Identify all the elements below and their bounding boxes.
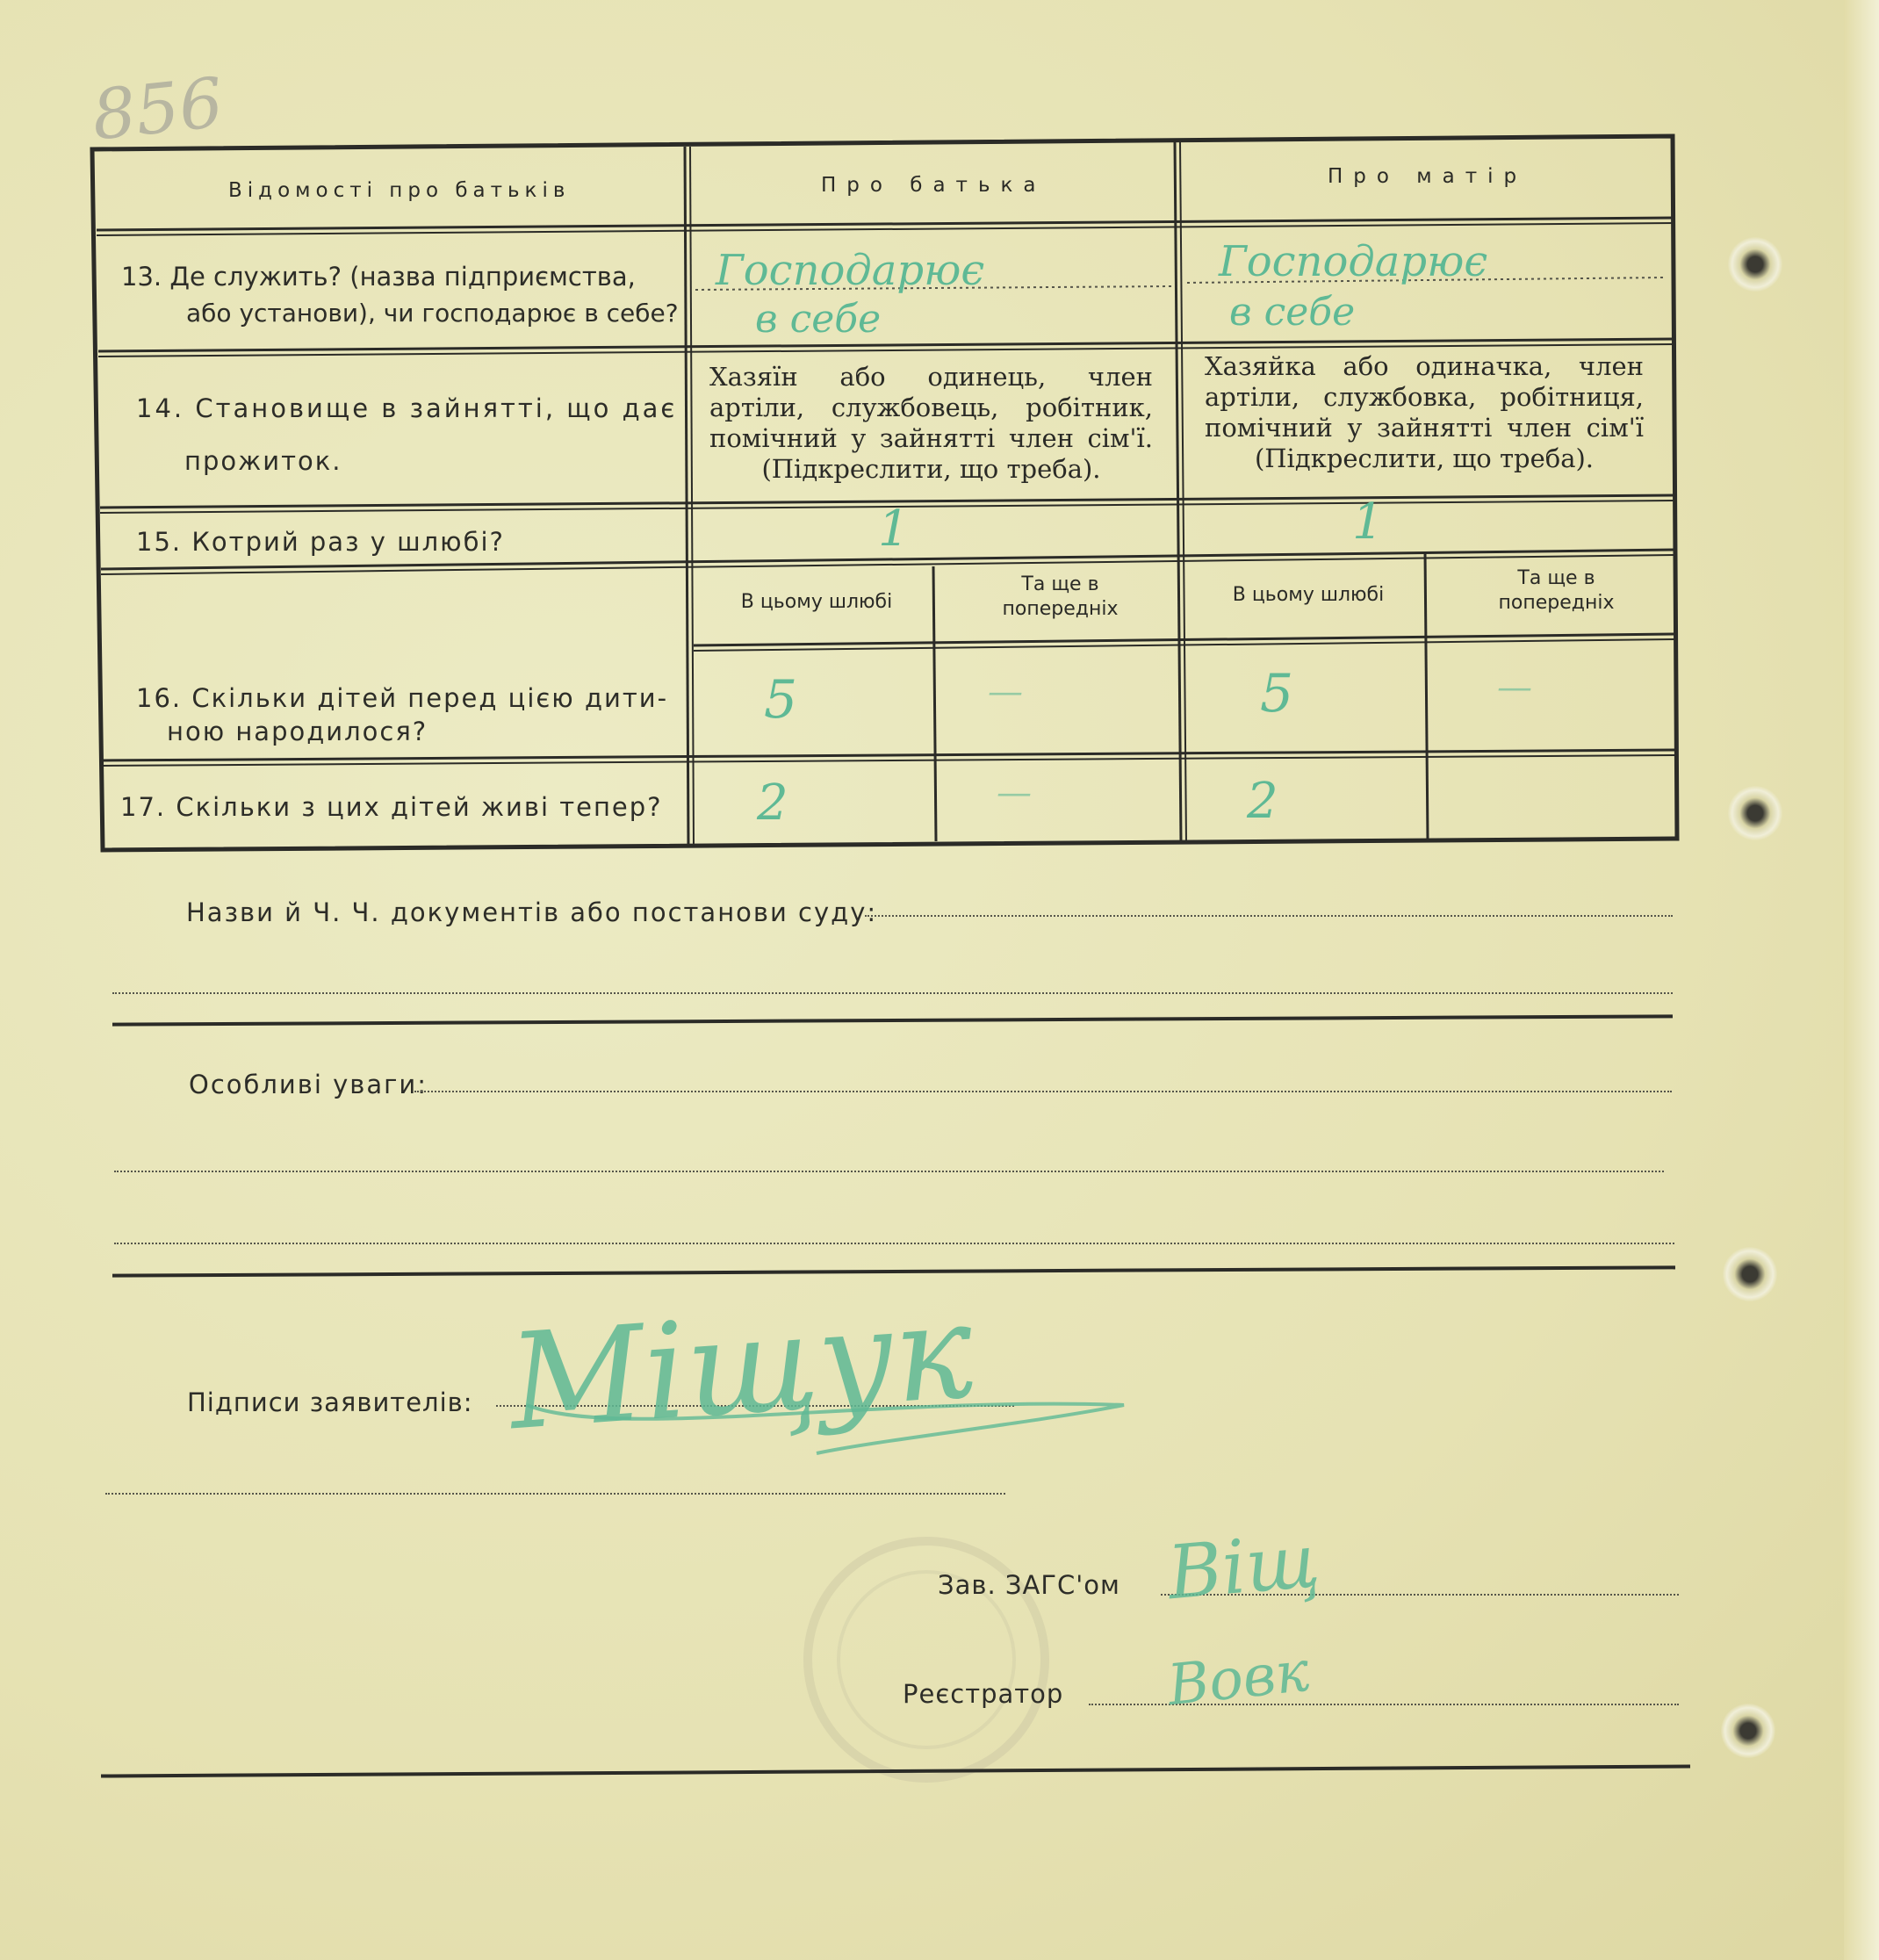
row16-mother-this-marriage-header: В цьому шлюбі [1232,584,1385,606]
row16-father-previous-header: Та ще в попередніх [1002,573,1119,620]
row17-father-previous: — [997,773,1032,813]
header-parents-info: Відомості про батьків [228,179,571,202]
notes-line-3 [114,1243,1674,1244]
row13-mother-line1: Господарює [1219,237,1488,286]
head-label: Зав. ЗАГС'ом [938,1570,1120,1600]
row15-label: 15. Котрий раз у шлюбі? [136,527,505,557]
documents-label: Назви й Ч. Ч. документів або постанови суду: [186,897,878,927]
documents-line-2 [112,992,1673,994]
row16-mother-previous-header: Та ще в попередніх [1498,567,1615,614]
row16-father-this: 5 [764,669,798,731]
row16-label-line2: ною народилося? [167,717,428,746]
faded-stamp [795,1528,1058,1791]
documents-line-1 [865,915,1673,917]
header-mother: Про матір [1328,165,1528,188]
archive-number: 856 [88,63,227,156]
notes-label: Особливі уваги: [189,1070,428,1099]
row14-label-line1: 14. Становище в зайнятті, що дає [136,393,678,423]
head-signature: Віщ [1164,1517,1323,1617]
row13-label-line2: або установи), чи господарює в себе? [186,299,679,328]
signatures-line-2 [105,1493,1005,1495]
header-father: Про батька [821,174,1047,197]
row16-father-previous: — [988,672,1023,712]
row16-mother-this: 5 [1260,663,1294,724]
row14-mother-options: Хазяйка або одиначка, член артіли, службовка, робітниця, помічний у зайнятті член сім'ї (Підкреслити, що треба). [1205,351,1644,473]
registrar-signature: Вовк [1164,1639,1313,1719]
row16-label-line1: 16. Скільки дітей перед цією дити- [136,683,669,713]
row16-father-this-marriage-header: В цьому шлюбі [740,591,893,613]
row17-mother-this: 2 [1247,773,1278,830]
notes-line-1 [414,1091,1672,1092]
registrar-label: Реєстратор [903,1679,1064,1709]
signatures-label: Підписи заявителів: [187,1387,473,1417]
row16-mother-previous: — [1497,667,1532,708]
row17-label: 17. Скільки з цих дітей живі тепер? [120,792,663,822]
row15-father: 1 [878,501,910,558]
row15-mother: 1 [1352,494,1384,551]
row17-father-this: 2 [757,775,788,832]
applicant-signature: Міщук [504,1274,978,1460]
row13-father-line1: Господарює [716,246,985,295]
notes-line-2 [114,1171,1664,1172]
row13-mother-line2: в себе [1229,290,1356,335]
row13-father-line2: в себе [755,297,882,342]
row13-label-line1: 13. Де служить? (назва підприємства, [121,262,636,292]
row14-label-line2: прожиток. [184,446,342,476]
row14-father-options: Хазяїн або одинець, член артіли, службовець, робітник, помічний у зайнятті член сім'ї. (Підкреслити, що треба). [709,362,1153,484]
